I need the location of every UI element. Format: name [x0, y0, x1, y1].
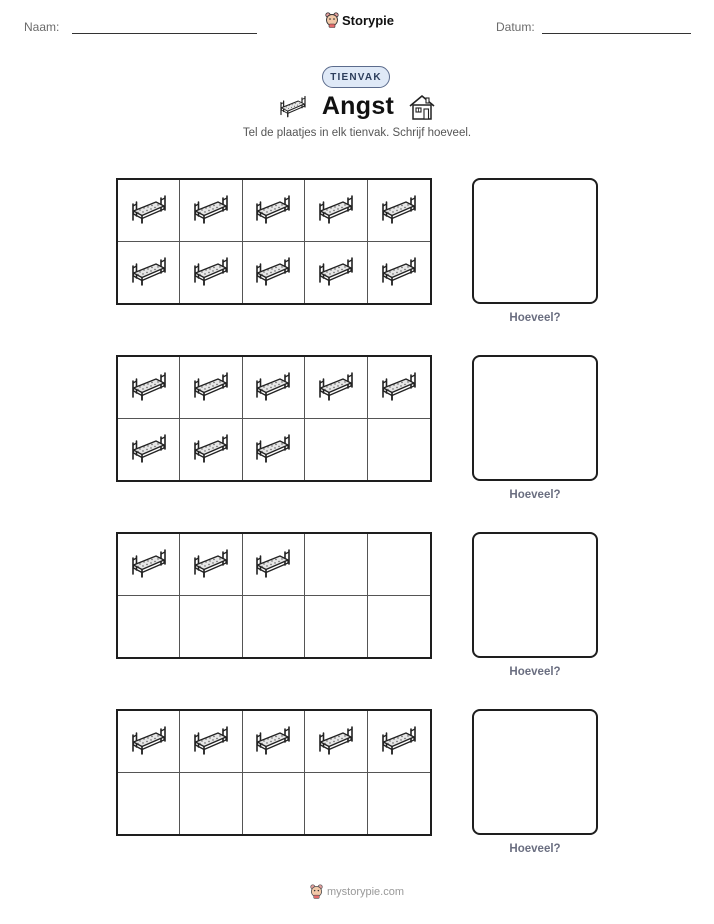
answer-box[interactable] [472, 178, 598, 304]
page-title: Angst [321, 92, 395, 120]
bed-icon [191, 434, 231, 464]
bed-icon [316, 372, 356, 402]
brand-logo [325, 12, 394, 28]
ten-frame-cell [180, 242, 242, 304]
house-icon [408, 93, 436, 121]
ten-frame-cell [368, 180, 430, 242]
bed-icon [379, 372, 419, 402]
bed-icon [316, 257, 356, 287]
bed-icon [253, 726, 293, 756]
ten-frame-cell [243, 357, 305, 419]
ten-frame-cell [368, 357, 430, 419]
ten-frame-cell [180, 357, 242, 419]
bed-icon [379, 195, 419, 225]
ten-frame-cell [243, 711, 305, 773]
brand-name: Storypie [342, 12, 395, 28]
bed-icon [129, 372, 169, 402]
hoeveel-label: Hoeveel? [509, 312, 561, 324]
bed-icon [191, 195, 231, 225]
bed-icon [316, 726, 356, 756]
footer-url: mystorypie.com [326, 885, 405, 898]
bed-icon [129, 549, 169, 579]
ten-frame-cell [118, 180, 180, 242]
ten-frame-cell [118, 773, 180, 835]
bed-icon [253, 549, 293, 579]
ten-frame-cell [368, 596, 430, 658]
ten-frame-cell [243, 242, 305, 304]
ten-frame-cell [368, 711, 430, 773]
ten-frame-cell [305, 711, 367, 773]
ten-frame-cell [368, 242, 430, 304]
ten-frame-cell [243, 180, 305, 242]
ten-frame-cell [305, 357, 367, 419]
ten-frame-cell [305, 242, 367, 304]
ten-frame-cell [180, 534, 242, 596]
ten-frame-cell [305, 419, 367, 481]
worksheet-header [0, 0, 714, 50]
bed-icon [253, 195, 293, 225]
bear-logo-icon [325, 12, 339, 28]
bed-icon [129, 434, 169, 464]
hoeveel-label: Hoeveel? [509, 843, 561, 855]
title-row [0, 92, 714, 121]
bed-icon [129, 257, 169, 287]
ten-frame [116, 532, 432, 659]
date-line[interactable] [542, 33, 691, 34]
ten-frame-cell [368, 534, 430, 596]
hoeveel-label: Hoeveel? [509, 489, 561, 501]
bed-icon [191, 372, 231, 402]
ten-frame-cell [243, 773, 305, 835]
ten-frame-cell [368, 419, 430, 481]
bed-icon [379, 257, 419, 287]
ten-frame-cell [368, 773, 430, 835]
bed-icon [191, 257, 231, 287]
ten-frame-cell [118, 534, 180, 596]
answer-box[interactable] [472, 355, 598, 481]
ten-frame [116, 355, 432, 482]
ten-frame-cell [305, 773, 367, 835]
ten-frame-cell [180, 419, 242, 481]
ten-frame-cell [118, 596, 180, 658]
answer-box[interactable] [472, 532, 598, 658]
bed-icon [129, 726, 169, 756]
instructions: Tel de plaatjes in elk tienvak. Schrijf hoeveel. [242, 127, 472, 139]
answer-box[interactable] [472, 709, 598, 835]
ten-frame-cell [243, 534, 305, 596]
ten-frame-cell [243, 596, 305, 658]
bear-logo-icon [310, 884, 323, 899]
bed-icon [129, 195, 169, 225]
ten-frame-cell [118, 419, 180, 481]
bed-icon [191, 549, 231, 579]
bed-icon [316, 195, 356, 225]
ten-frame-cell [180, 180, 242, 242]
ten-frame-cell [118, 242, 180, 304]
footer [0, 884, 714, 899]
worksheet-type-badge: TIENVAK [322, 66, 390, 88]
ten-frame-cell [243, 419, 305, 481]
ten-frame-cell [305, 596, 367, 658]
bed-icon [191, 726, 231, 756]
date-label: Datum: [496, 20, 535, 34]
ten-frame-cell [180, 711, 242, 773]
ten-frame [116, 178, 432, 305]
bed-icon [253, 372, 293, 402]
ten-frame-cell [118, 711, 180, 773]
bed-icon [253, 257, 293, 287]
ten-frame-cell [180, 596, 242, 658]
ten-frame [116, 709, 432, 836]
bed-icon [253, 434, 293, 464]
name-line[interactable] [72, 33, 257, 34]
bed-icon [278, 95, 308, 119]
ten-frame-cell [118, 357, 180, 419]
hoeveel-label: Hoeveel? [509, 666, 561, 678]
ten-frame-cell [180, 773, 242, 835]
ten-frame-cell [305, 180, 367, 242]
name-label: Naam: [24, 20, 60, 34]
bed-icon [379, 726, 419, 756]
ten-frame-cell [305, 534, 367, 596]
